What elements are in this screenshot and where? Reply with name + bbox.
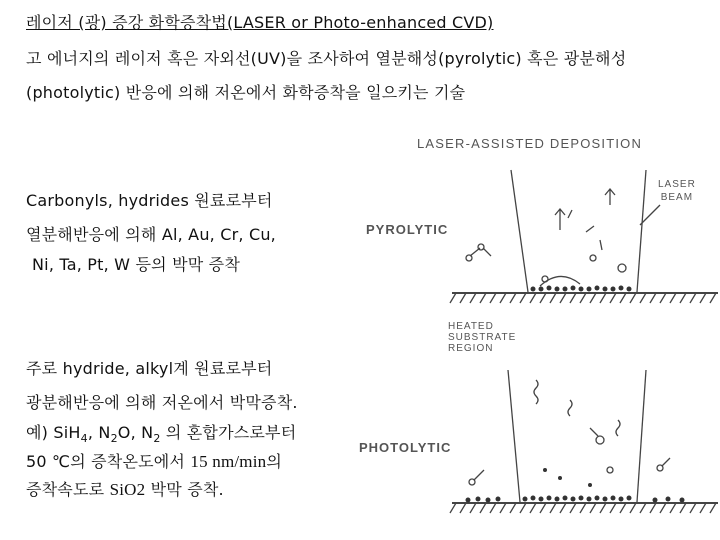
temp-prefix: 50 ℃의 증착온도에서 (26, 452, 191, 471)
laser-beam-line-1: LASER (658, 179, 696, 190)
pyro-molecule (590, 255, 596, 261)
pyrolytic-label: PYROLYTIC (366, 222, 449, 237)
example-mid-1: , N (87, 423, 111, 442)
photo-molecule (607, 467, 613, 473)
pyro-molecule (478, 244, 484, 250)
subscript-2b: 2 (153, 432, 161, 446)
heated-line-2: SUBSTRATE (448, 332, 517, 343)
laser-beam-line-2: BEAM (660, 192, 694, 203)
page-title: 레이저 (광) 증강 화학증착법(LASER or Photo-enhanced CVD) (26, 13, 494, 32)
pyrolytic-desc-line-2: 열분해반응에 의해 Al, Au, Cr, Cu, (26, 225, 276, 244)
intro-line-2: (photolytic) 반응에 의해 저온에서 화학증착을 일으키는 기술 (26, 83, 466, 102)
figure-title: LASER-ASSISTED DEPOSITION (417, 136, 643, 151)
photo-molecule (596, 436, 604, 444)
pyro-molecule (618, 264, 626, 272)
photolytic-desc-line-2: 광분해반응에 의해 저온에서 박막증착. (26, 393, 298, 412)
intro-line-1: 고 에너지의 레이저 혹은 자외선(UV)을 조사하여 열분해성(pyrolytic) 혹은 광분해성 (26, 49, 627, 68)
subscript-2a: 2 (110, 432, 118, 446)
example-mid-2: O, N (117, 423, 154, 442)
pyro-molecule (466, 255, 472, 261)
heated-line-3: REGION (448, 343, 494, 354)
subscript-4: 4 (80, 432, 88, 446)
photo-beam-right (637, 370, 646, 502)
deposition-rate: 15 nm/min (190, 452, 267, 471)
film-material: SiO2 (109, 480, 146, 499)
photolytic-label: PHOTOLYTIC (359, 440, 452, 455)
example-suffix: 의 혼합가스로부터 (160, 423, 297, 442)
heated-line-1: HEATED (448, 321, 494, 332)
pyrolytic-desc-line-3: Ni, Ta, Pt, W 등의 박막 증착 (32, 255, 240, 274)
pyro-arrows (555, 189, 615, 230)
pyrolytic-desc-line-1: Carbonyls, hydrides 원료로부터 (26, 191, 273, 210)
photolytic-figure (450, 370, 718, 513)
laser-beam-label (658, 178, 696, 204)
pyro-beam-left (511, 170, 528, 292)
pyro-molecule-bonds (470, 210, 602, 256)
heated-substrate-label (448, 321, 516, 354)
rate-prefix: 증착속도로 (26, 480, 110, 499)
pyro-substrate-hatch (450, 293, 716, 303)
photo-substrate-hatch (450, 503, 716, 513)
photo-beam-left (508, 370, 520, 502)
temp-suffix: 의 (266, 452, 282, 471)
pyro-deposit-dots (531, 286, 632, 292)
rate-suffix: 박막 증착. (145, 480, 224, 499)
example-prefix: 예) SiH (26, 423, 81, 442)
photo-deposit-dots (466, 468, 685, 503)
photo-uv-squiggles (534, 380, 620, 436)
pyro-reaction-arc (540, 276, 580, 286)
photolytic-desc-line-1: 주로 hydride, alkyl계 원료로부터 (26, 359, 273, 378)
pyro-beam-right (637, 170, 646, 292)
